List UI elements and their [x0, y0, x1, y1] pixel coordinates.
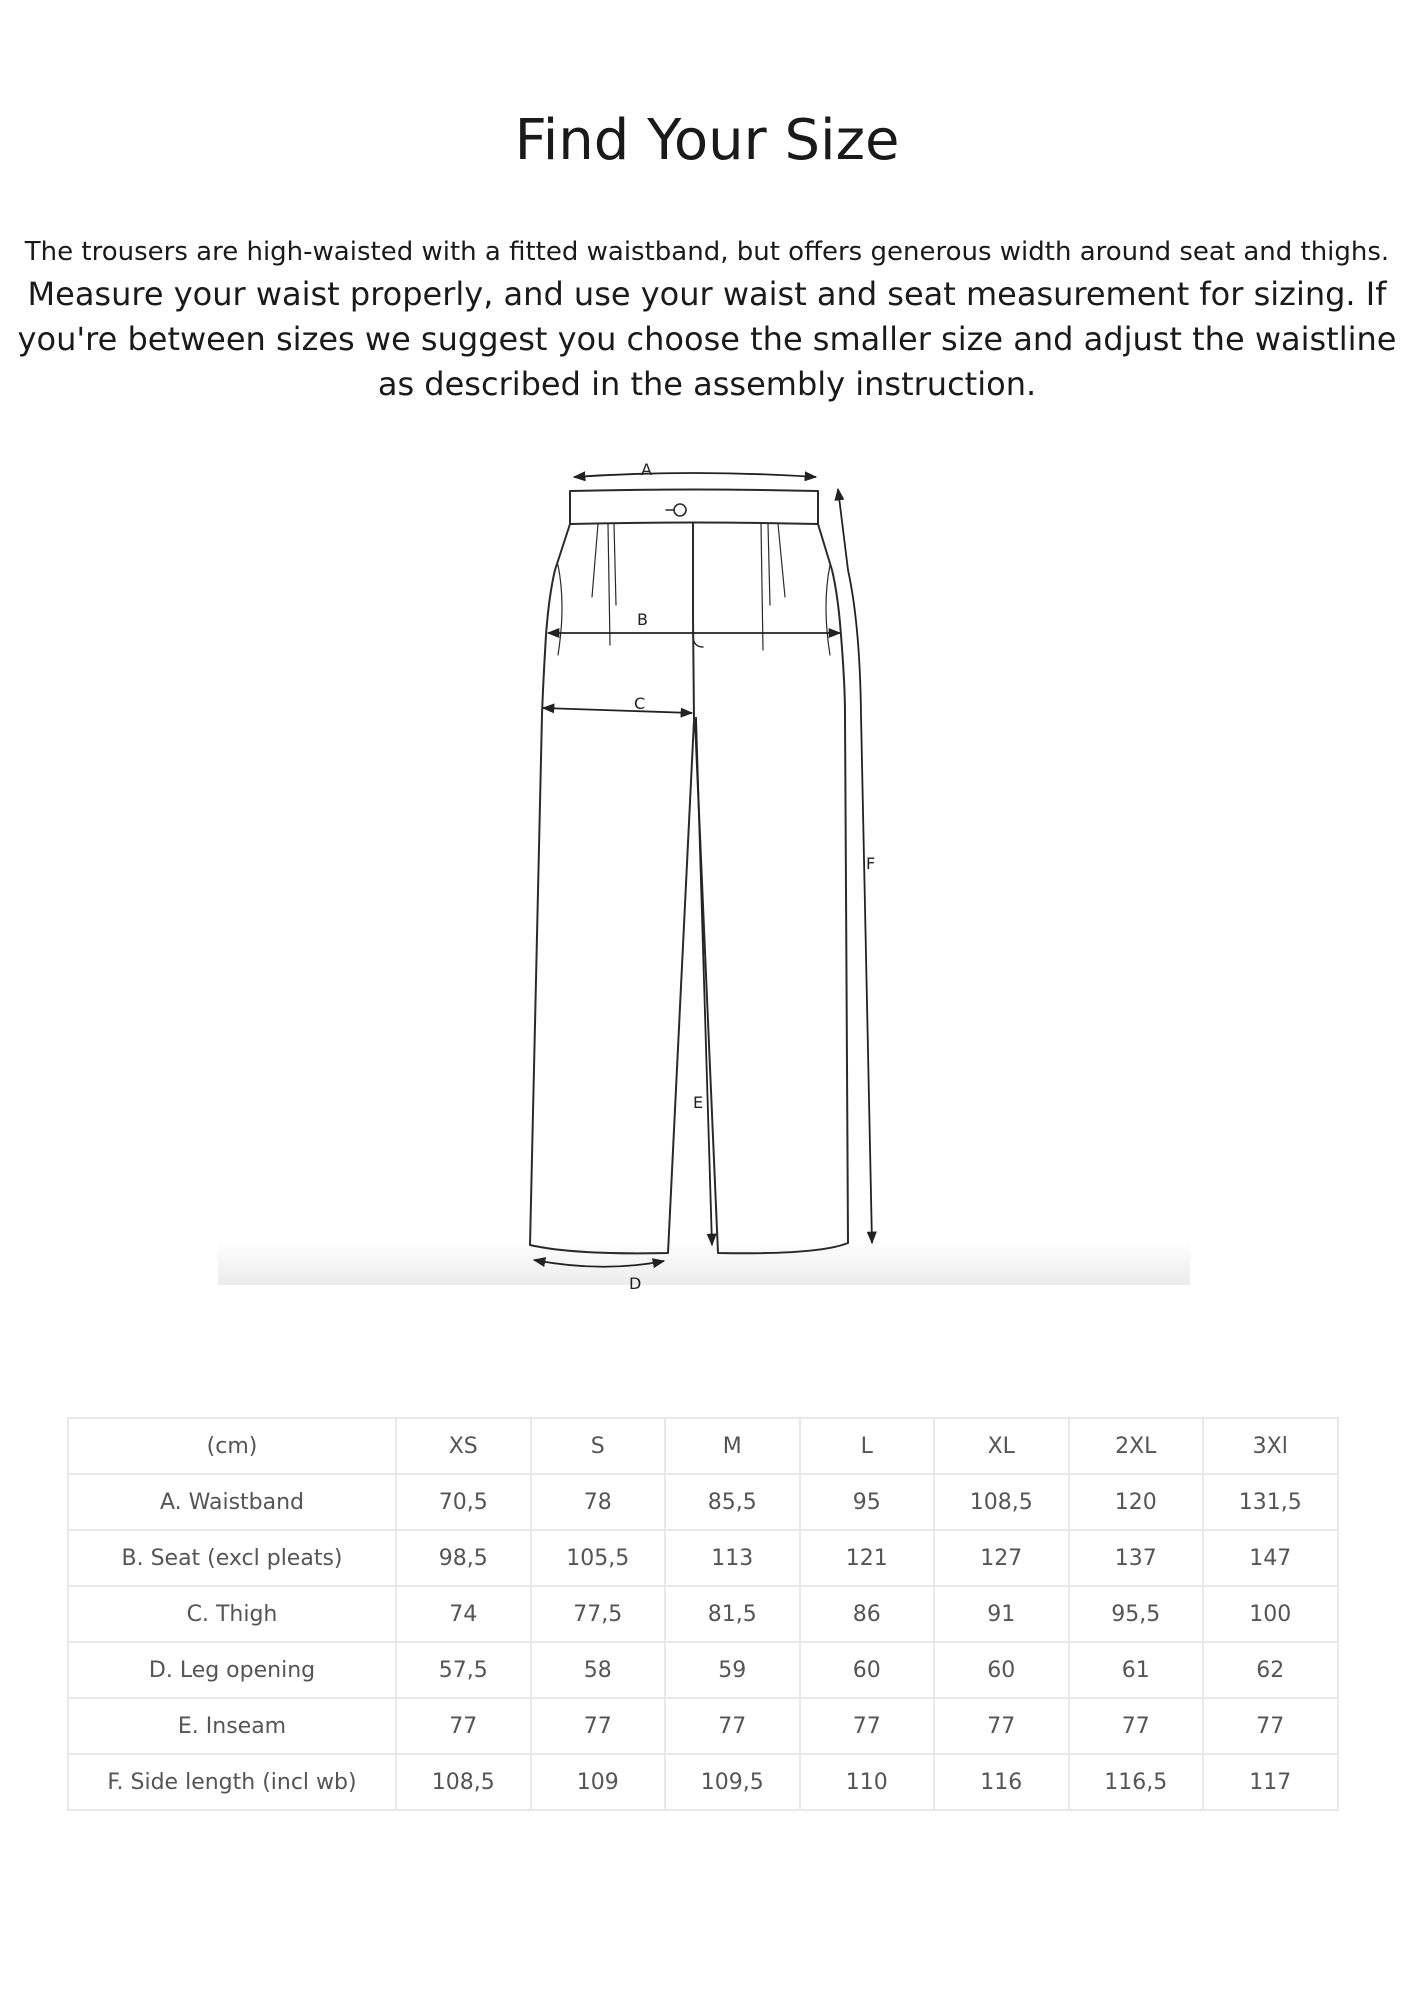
table-row [68, 1698, 1338, 1754]
value-cell: 61 [1069, 1642, 1204, 1698]
value-cell: 85,5 [665, 1474, 800, 1530]
size-header-row [68, 1418, 1338, 1474]
value-cell: 58 [531, 1642, 666, 1698]
value-cell: 77 [1203, 1698, 1338, 1754]
value-cell: 77 [531, 1698, 666, 1754]
label-e: E [693, 1093, 704, 1112]
label-b: B [637, 610, 648, 629]
value-cell: 74 [396, 1586, 531, 1642]
value-cell: 105,5 [531, 1530, 666, 1586]
label-f: F [866, 854, 876, 873]
value-cell: 100 [1203, 1586, 1338, 1642]
waistband [570, 490, 818, 525]
measure-a-line [574, 473, 816, 477]
size-header-cell: XL [934, 1418, 1069, 1474]
table-row [68, 1530, 1338, 1586]
pleat-right-2 [768, 524, 770, 605]
value-cell: 147 [1203, 1530, 1338, 1586]
value-cell: 108,5 [396, 1754, 531, 1810]
value-cell: 120 [1069, 1474, 1204, 1530]
pleat-right-3 [778, 524, 785, 597]
value-cell: 113 [665, 1530, 800, 1586]
size-header-cell: 3Xl [1203, 1418, 1338, 1474]
trousers-measurement-diagram [218, 455, 1190, 1305]
row-label-cell: E. Inseam [68, 1698, 396, 1754]
value-cell: 91 [934, 1586, 1069, 1642]
measure-c-line [543, 708, 692, 713]
table-row [68, 1642, 1338, 1698]
size-chart-table [67, 1417, 1339, 1811]
size-header-cell: S [531, 1418, 666, 1474]
label-d: D [629, 1274, 642, 1293]
size-header-cell: 2XL [1069, 1418, 1204, 1474]
value-cell: 131,5 [1203, 1474, 1338, 1530]
value-cell: 60 [800, 1642, 935, 1698]
table-row [68, 1754, 1338, 1810]
row-label-cell: F. Side length (incl wb) [68, 1754, 396, 1810]
size-header-cell: M [665, 1418, 800, 1474]
value-cell: 127 [934, 1530, 1069, 1586]
value-cell: 77 [1069, 1698, 1204, 1754]
row-label-cell: A. Waistband [68, 1474, 396, 1530]
row-label-cell: D. Leg opening [68, 1642, 396, 1698]
pleat-left-3 [614, 524, 616, 605]
value-cell: 110 [800, 1754, 935, 1810]
value-cell: 77 [934, 1698, 1069, 1754]
value-cell: 77 [396, 1698, 531, 1754]
value-cell: 77,5 [531, 1586, 666, 1642]
value-cell: 62 [1203, 1642, 1338, 1698]
value-cell: 57,5 [396, 1642, 531, 1698]
intro-text-fit: The trousers are high-waisted with a fitted waistband, but offers generous width around seat and thighs. [24, 237, 1390, 267]
pocket-right [826, 565, 830, 655]
value-cell: 108,5 [934, 1474, 1069, 1530]
intro-text-sizing-advice: Measure your waist properly, and use your waist and seat measurement for sizing. If you're between sizes we suggest you choose the smaller size and adjust the waistline as described in the assembly instruction. [17, 275, 1397, 403]
label-c: C [634, 694, 646, 713]
value-cell: 95 [800, 1474, 935, 1530]
value-cell: 70,5 [396, 1474, 531, 1530]
pleat-right-1 [761, 524, 763, 650]
value-cell: 77 [800, 1698, 935, 1754]
size-header-cell: XS [396, 1418, 531, 1474]
pocket-left [558, 565, 562, 655]
floor-shadow [218, 1240, 1190, 1285]
value-cell: 117 [1203, 1754, 1338, 1810]
unit-header-cell: (cm) [68, 1418, 396, 1474]
page-title: Find Your Size [514, 108, 900, 173]
value-cell: 109 [531, 1754, 666, 1810]
value-cell: 78 [531, 1474, 666, 1530]
row-label-cell: B. Seat (excl pleats) [68, 1530, 396, 1586]
table-row [68, 1474, 1338, 1530]
value-cell: 60 [934, 1642, 1069, 1698]
value-cell: 109,5 [665, 1754, 800, 1810]
pleat-left-2 [608, 524, 610, 645]
value-cell: 98,5 [396, 1530, 531, 1586]
label-a: A [641, 460, 652, 479]
value-cell: 95,5 [1069, 1586, 1204, 1642]
button [674, 504, 686, 516]
value-cell: 81,5 [665, 1586, 800, 1642]
value-cell: 116 [934, 1754, 1069, 1810]
pleat-left-1 [592, 524, 598, 597]
table-row [68, 1586, 1338, 1642]
value-cell: 86 [800, 1586, 935, 1642]
value-cell: 59 [665, 1642, 800, 1698]
value-cell: 116,5 [1069, 1754, 1204, 1810]
measure-e-line [696, 717, 712, 1245]
size-header-cell: L [800, 1418, 935, 1474]
value-cell: 137 [1069, 1530, 1204, 1586]
row-label-cell: C. Thigh [68, 1586, 396, 1642]
value-cell: 121 [800, 1530, 935, 1586]
fly-line [693, 524, 703, 647]
value-cell: 77 [665, 1698, 800, 1754]
